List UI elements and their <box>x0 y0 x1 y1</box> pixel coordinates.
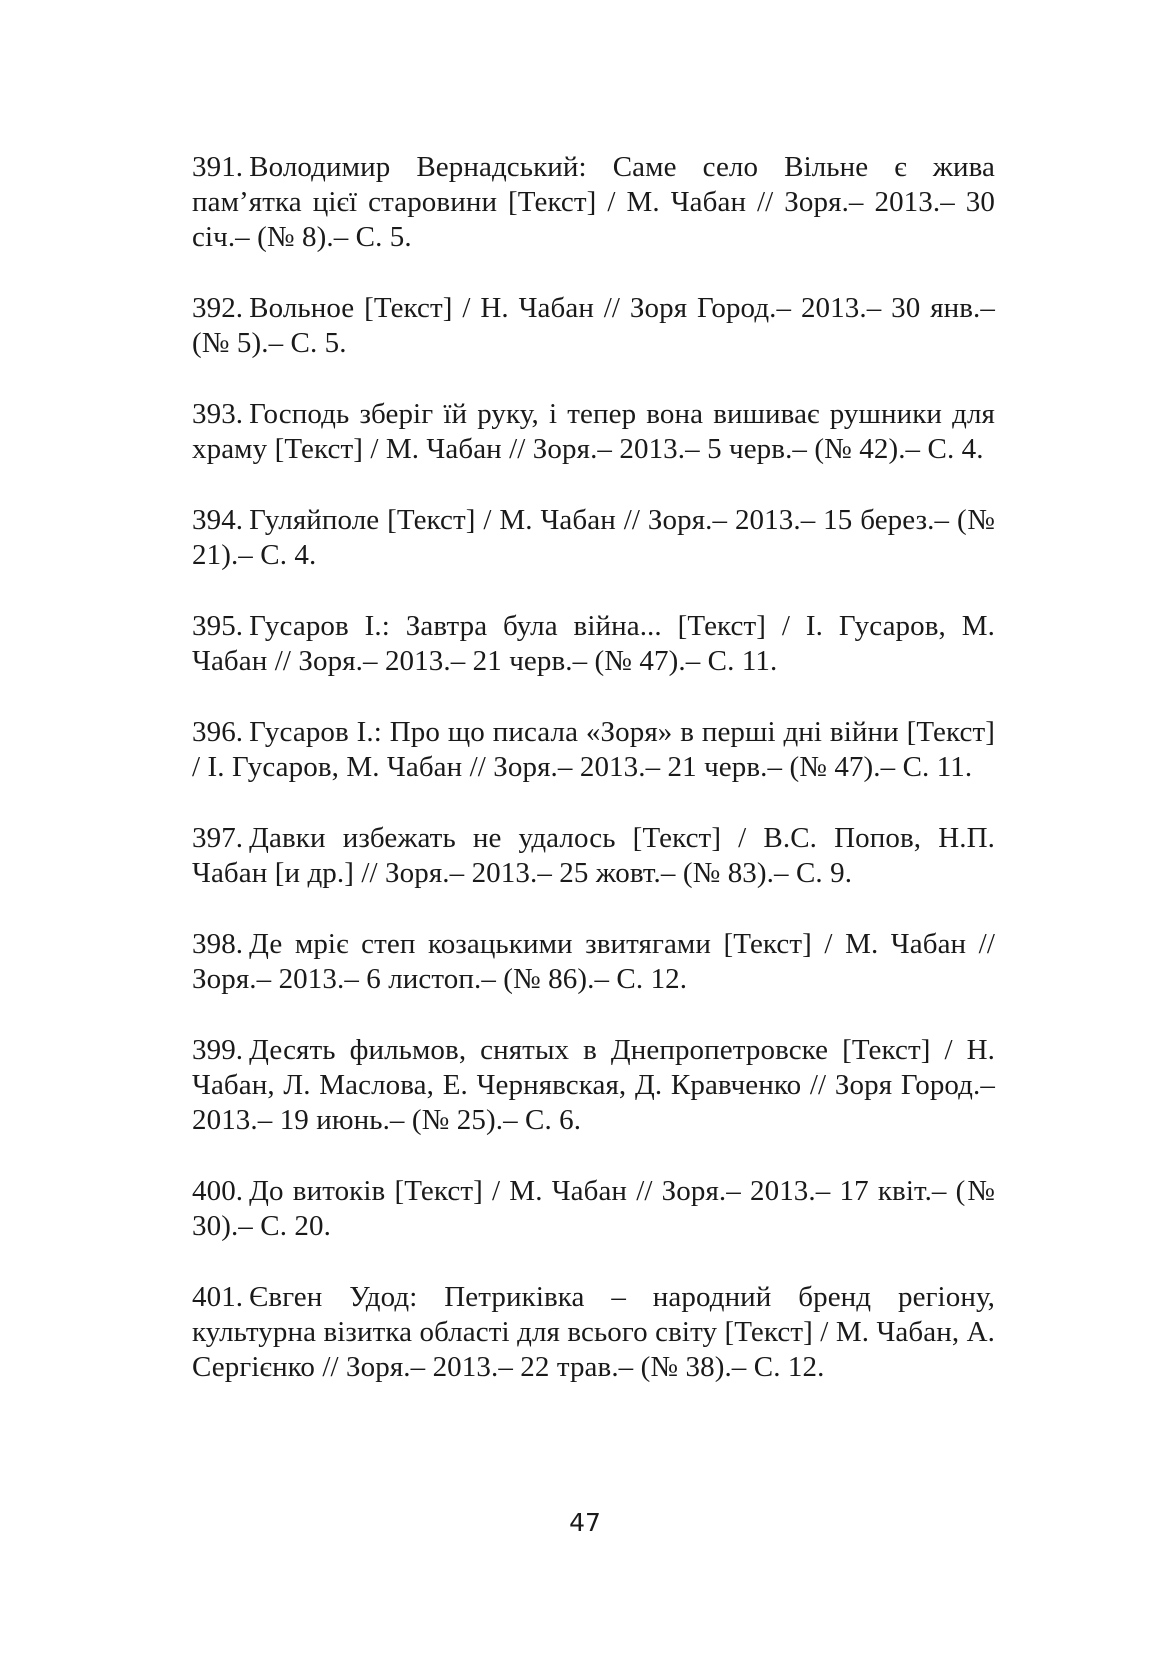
bibliography-entry <box>192 1033 995 1138</box>
entry-number: 395. <box>192 610 244 642</box>
entry-text: Євген Удод: Петриківка – народний бренд регіону, культурна візитка області для всього світу [Текст] / М. Чабан, А. Сергієнко // Зоря.– 2013.– 22 трав.– (№ 38).– С. 12. <box>192 1281 995 1383</box>
entry-text: Гусаров І.: Про що писала «Зоря» в перші дні війни [Текст] / І. Гусаров, М. Чабан // Зоря.– 2013.– 21 черв.– (№ 47).– С. 11. <box>192 716 995 783</box>
entry-text: Де мріє степ козацькими звитягами [Текст] / М. Чабан // Зоря.– 2013.– 6 листоп.– (№ 86).– С. 12. <box>192 928 995 995</box>
entry-text: Вольное [Текст] / Н. Чабан // Зоря Город.– 2013.– 30 янв.– (№ 5).– С. 5. <box>192 292 995 359</box>
bibliography-entry <box>192 291 995 361</box>
entry-number: 399. <box>192 1034 244 1066</box>
entry-number: 397. <box>192 822 244 854</box>
entry-text: Гусаров І.: Завтра була війна... [Текст] / І. Гусаров, М. Чабан // Зоря.– 2013.– 21 черв.– (№ 47).– С. 11. <box>192 610 995 677</box>
bibliography-entry <box>192 609 995 679</box>
page-number: 47 <box>569 1508 601 1537</box>
entry-number: 393. <box>192 398 244 430</box>
bibliography-entry <box>192 927 995 997</box>
bibliography-entry <box>192 715 995 785</box>
bibliography-entry <box>192 1280 995 1385</box>
bibliography-list <box>192 150 995 1421</box>
bibliography-entry <box>192 150 995 255</box>
bibliography-entry <box>192 821 995 891</box>
entry-number: 400. <box>192 1175 244 1207</box>
bibliography-entry <box>192 397 995 467</box>
bibliography-entry <box>192 1174 995 1244</box>
entry-text: Десять фильмов, снятых в Днепропетровске [Текст] / Н. Чабан, Л. Маслова, Е. Чернявская, Д. Кравченко // Зоря Город.– 2013.– 19 июнь.– (№ 25).– С. 6. <box>192 1034 995 1136</box>
entry-number: 401. <box>192 1281 244 1313</box>
entry-number: 392. <box>192 292 244 324</box>
entry-number: 391. <box>192 151 244 183</box>
entry-text: Давки избежать не удалось [Текст] / В.С. Попов, Н.П. Чабан [и др.] // Зоря.– 2013.– 25 жовт.– (№ 83).– С. 9. <box>192 822 995 889</box>
entry-text: Володимир Вернадський: Саме село Вільне є жива пам’ятка цієї старовини [Текст] / М. Чабан // Зоря.– 2013.– 30 січ.– (№ 8).– С. 5. <box>192 151 995 253</box>
entry-number: 398. <box>192 928 244 960</box>
bibliography-entry <box>192 503 995 573</box>
entry-text: До витоків [Текст] / М. Чабан // Зоря.– 2013.– 17 квіт.– (№ 30).– С. 20. <box>192 1175 995 1242</box>
entry-number: 394. <box>192 504 244 536</box>
entry-number: 396. <box>192 716 244 748</box>
entry-text: Гуляйполе [Текст] / М. Чабан // Зоря.– 2013.– 15 берез.– (№ 21).– С. 4. <box>192 504 995 571</box>
entry-text: Господь зберіг їй руку, і тепер вона вишиває рушники для храму [Текст] / М. Чабан // Зоря.– 2013.– 5 черв.– (№ 42).– С. 4. <box>192 398 995 465</box>
